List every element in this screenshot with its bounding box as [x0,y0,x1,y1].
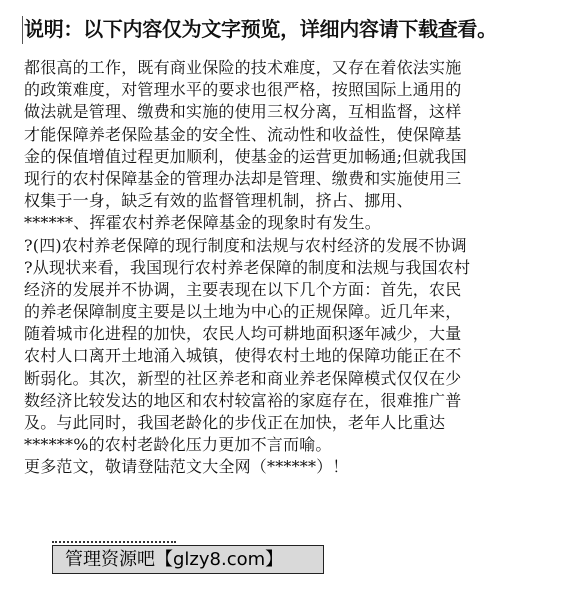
body-line: 都很高的工作，既有商业保险的技术难度，又存在着依法实施 [24,58,462,77]
body-line: 农村人口离开土地涌入城镇，使得农村土地的保障功能正在不 [24,346,462,366]
body-line: 做法就是管理、缴费和实施的使用三权分离，互相监督，这样 [24,102,462,122]
text-cursor [22,16,23,44]
body-line: ?(四)农村养老保障的现行制度和法规与农村经济的发展不协调 [24,235,467,255]
body-line: ******、挥霍农村养老保障基金的现象时有发生。 [24,213,382,233]
body-line: 的养老保障制度主要是以土地为中心的正规保障。近几年来， [24,302,462,322]
body-line: 断弱化。其次，新型的社区养老和商业养老保障模式仅仅在少 [24,368,462,388]
site-link-button[interactable]: 管理资源吧【glzy8.com】 [52,545,324,574]
dotted-divider [52,541,176,543]
body-line: ?从现状来看，我国现行农村养老保障的制度和法规与我国农村 [24,257,471,277]
body-line: 权集于一身，缺乏有效的监督管理机制，挤占、挪用、 [24,191,413,211]
body-line: 数经济比较发达的地区和农村较富裕的家庭存在，很难推广普 [24,390,462,410]
body-line: 随着城市化进程的加快，农民人均可耕地面积逐年减少，大量 [24,324,462,344]
body-line: ******%的农村老龄化压力更加不言而喻。 [24,435,332,455]
body-line: 才能保障养老保险基金的安全性、流动性和收益性，使保障基 [24,124,462,144]
document-body [24,57,562,479]
body-line: 现行的农村保障基金的管理办法却是管理、缴费和实施使用三 [24,168,462,188]
body-line: 的政策难度，对管理水平的要求也很严格，按照国际上通用的 [24,80,462,100]
preview-notice: 说明：以下内容仅为文字预览，详细内容请下载查看。 [24,17,497,41]
body-line: 经济的发展并不协调，主要表现在以下几个方面：首先，农民 [24,279,462,299]
body-line: 更多范文，敬请登陆范文大全网（******）！ [24,457,349,477]
body-line: 及。与此同时，我国老龄化的步伐正在加快，老年人比重达 [24,413,446,432]
body-line: 金的保值增值过程更加顺利，使基金的运营更加畅通;但就我国 [24,146,467,166]
